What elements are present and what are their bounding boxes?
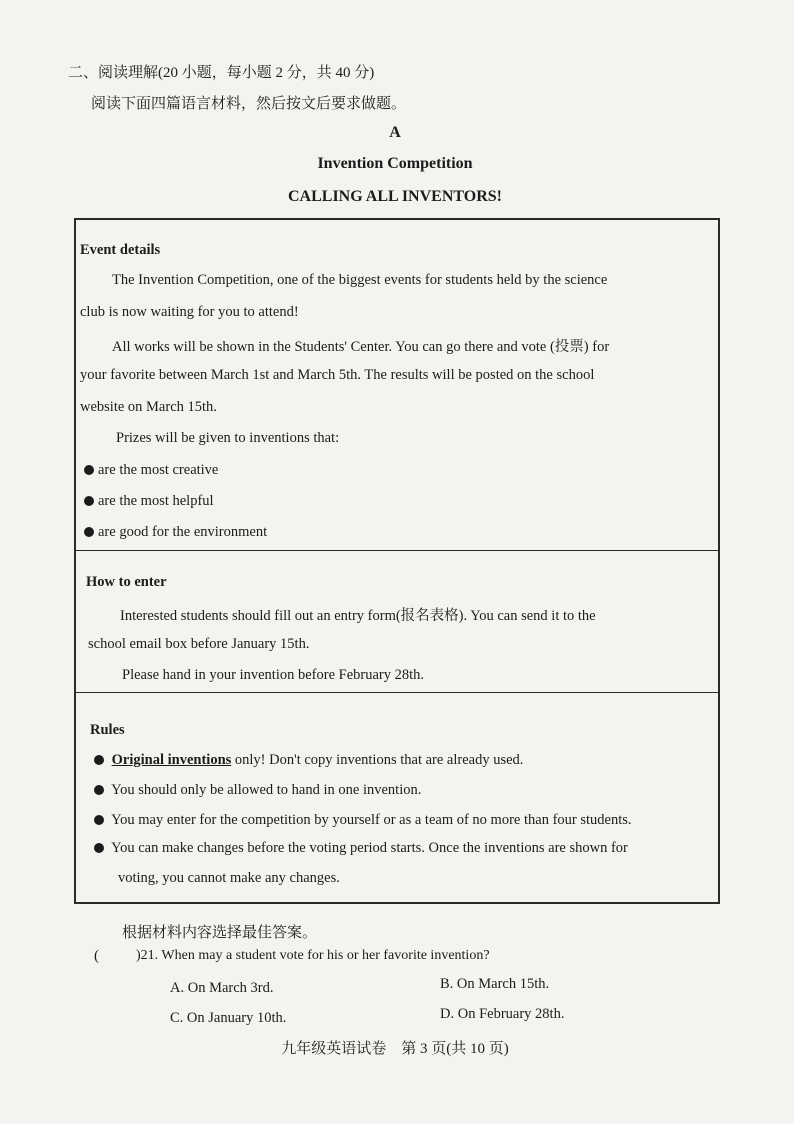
bullet-icon bbox=[84, 496, 94, 506]
notice-box bbox=[74, 218, 720, 904]
event-text: All works will be shown in the Students' Center. You can go there and vote (投票) for bbox=[112, 339, 610, 355]
passage-letter: A bbox=[389, 124, 401, 141]
prize-bullet: are good for the environment bbox=[84, 524, 267, 541]
enter-heading: How to enter bbox=[86, 574, 167, 590]
rule-item: You may enter for the competition by yourself or as a team of no more than four students. bbox=[94, 812, 632, 829]
rule-item: You should only be allowed to hand in one invention. bbox=[94, 782, 421, 799]
enter-text: school email box before January 15th. bbox=[88, 636, 310, 652]
question-intro: 根据材料内容选择最佳答案。 bbox=[122, 925, 318, 941]
event-text: club is now waiting for you to attend! bbox=[80, 304, 299, 320]
question-text: )21. When may a student vote for his or her favorite invention? bbox=[136, 948, 490, 963]
answer-blank[interactable]: ( bbox=[94, 948, 99, 964]
event-text: website on March 15th. bbox=[80, 399, 217, 415]
event-text: Prizes will be given to inventions that: bbox=[116, 430, 340, 446]
event-text: The Invention Competition, one of the biggest events for students held by the science bbox=[112, 272, 608, 288]
enter-text: Please hand in your invention before February 28th. bbox=[122, 667, 425, 683]
prize-bullet: are the most helpful bbox=[84, 493, 214, 510]
event-text: your favorite between March 1st and March 5th. The results will be posted on the school bbox=[80, 367, 595, 383]
option-b[interactable]: B. On March 15th. bbox=[440, 976, 550, 992]
page-footer: 九年级英语试卷 第 3 页(共 10 页) bbox=[281, 1041, 509, 1057]
passage-subtitle: CALLING ALL INVENTORS! bbox=[288, 188, 502, 205]
bullet-icon bbox=[94, 815, 104, 825]
bullet-icon bbox=[84, 465, 94, 475]
option-c[interactable]: C. On January 10th. bbox=[170, 1010, 287, 1026]
rule-item: You can make changes before the voting period starts. Once the inventions are shown for bbox=[94, 840, 628, 857]
section-divider bbox=[76, 692, 718, 693]
rule-item-continued: voting, you cannot make any changes. bbox=[118, 870, 340, 886]
bullet-icon bbox=[94, 785, 104, 795]
bullet-icon bbox=[84, 527, 94, 537]
bullet-icon bbox=[94, 843, 104, 853]
section-heading: 二、阅读理解(20 小题，每小题 2 分，共 40 分) bbox=[68, 65, 375, 81]
enter-text: Interested students should fill out an entry form(报名表格). You can send it to the bbox=[120, 608, 596, 624]
section-divider bbox=[76, 550, 718, 551]
passage-title: Invention Competition bbox=[317, 155, 473, 172]
bullet-icon bbox=[94, 755, 104, 765]
option-a[interactable]: A. On March 3rd. bbox=[170, 980, 274, 996]
option-d[interactable]: D. On February 28th. bbox=[440, 1006, 565, 1022]
section-instruction: 阅读下面四篇语言材料，然后按文后要求做题。 bbox=[91, 96, 407, 112]
prize-bullet: are the most creative bbox=[84, 462, 218, 479]
rule-item: Original inventions only! Don't copy inventions that are already used. bbox=[94, 752, 523, 769]
event-heading: Event details bbox=[80, 242, 161, 258]
rules-heading: Rules bbox=[90, 722, 125, 738]
